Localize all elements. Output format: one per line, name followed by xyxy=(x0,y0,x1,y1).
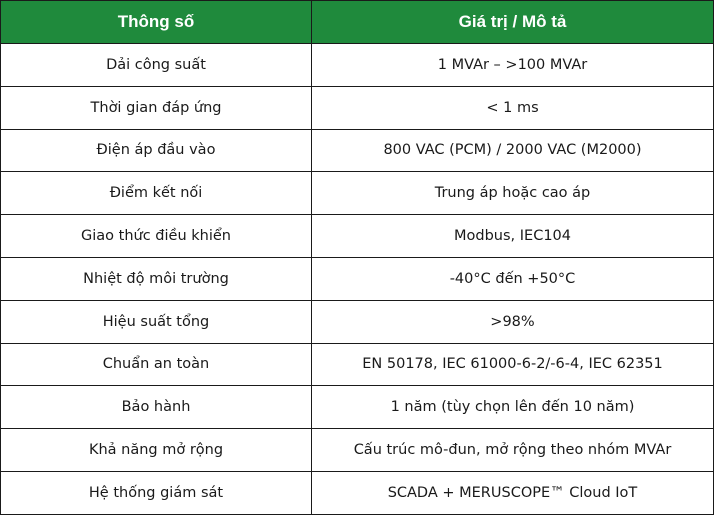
row-param: Hệ thống giám sát xyxy=(1,471,312,514)
row-value: 800 VAC (PCM) / 2000 VAC (M2000) xyxy=(312,129,714,172)
table-row xyxy=(1,300,714,343)
row-param: Khả năng mở rộng xyxy=(1,429,312,472)
row-param: Dải công suất xyxy=(1,44,312,87)
row-value: -40°C đến +50°C xyxy=(312,257,714,300)
header-param: Thông số xyxy=(1,1,312,44)
row-param: Chuẩn an toàn xyxy=(1,343,312,386)
row-value: Modbus, IEC104 xyxy=(312,215,714,258)
table-row xyxy=(1,386,714,429)
row-param: Nhiệt độ môi trường xyxy=(1,257,312,300)
table-row xyxy=(1,44,714,87)
table-row xyxy=(1,429,714,472)
row-value: >98% xyxy=(312,300,714,343)
row-value: Cấu trúc mô-đun, mở rộng theo nhóm MVAr xyxy=(312,429,714,472)
row-value: Trung áp hoặc cao áp xyxy=(312,172,714,215)
row-value: < 1 ms xyxy=(312,86,714,129)
table-row xyxy=(1,172,714,215)
table-row xyxy=(1,129,714,172)
row-param: Điện áp đầu vào xyxy=(1,129,312,172)
table-row xyxy=(1,215,714,258)
row-param: Bảo hành xyxy=(1,386,312,429)
table-header-row xyxy=(1,1,714,44)
table-row xyxy=(1,86,714,129)
table-row xyxy=(1,471,714,514)
row-value: 1 MVAr – >100 MVAr xyxy=(312,44,714,87)
table-row xyxy=(1,257,714,300)
row-param: Giao thức điều khiển xyxy=(1,215,312,258)
row-value: EN 50178, IEC 61000-6-2/-6-4, IEC 62351 xyxy=(312,343,714,386)
header-value: Giá trị / Mô tả xyxy=(312,1,714,44)
row-param: Hiệu suất tổng xyxy=(1,300,312,343)
row-value: SCADA + MERUSCOPE™ Cloud IoT xyxy=(312,471,714,514)
table-row xyxy=(1,343,714,386)
row-value: 1 năm (tùy chọn lên đến 10 năm) xyxy=(312,386,714,429)
row-param: Điểm kết nối xyxy=(1,172,312,215)
row-param: Thời gian đáp ứng xyxy=(1,86,312,129)
